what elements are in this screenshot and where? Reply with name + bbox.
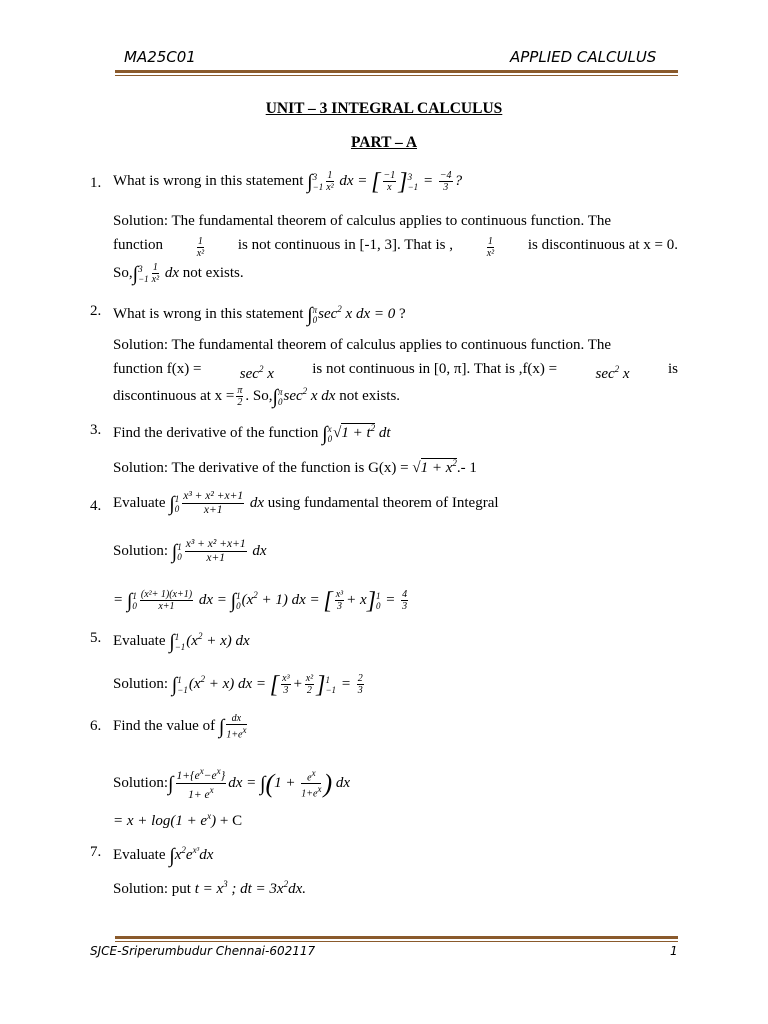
q6-number: 6. (90, 718, 102, 734)
q4-question: Evaluate ∫1 0 $\frac{\text{x³ + x² +x+1}}{x+1}$ dx using fundamental theorem of Integral (113, 490, 499, 516)
q2-question: What is wrong in this statement ∫π $0\sec^2$ x dx = 0 ? (113, 304, 406, 326)
q2-number: 2. (90, 303, 102, 319)
header-rule (115, 70, 678, 73)
q5-number: 5. (90, 630, 102, 646)
q5-question: Evaluate ∫1 $-1(x^2 + x)$ dx (113, 631, 250, 653)
footer-rule (115, 936, 678, 939)
q3-question: Find the derivative of the function ∫x $0√1 + t^2$ dt (113, 423, 391, 445)
q6-solution-line1: Solution:∫ $\frac{1+\{e^x-e^x\}}{1+ e^x}$ dx = ∫(1 + $\frac{e^x}{1+e^x}$ ) dx (113, 766, 351, 801)
q1-number: 1. (90, 175, 102, 191)
q1-solution-line3: So,∫3 −1 $\frac{1}{\text{x²}}$ dx not exists. (113, 262, 244, 285)
q2-solution-line1: Solution: The fundamental theorem of calculus applies to continuous function. The (113, 337, 612, 353)
header-course-code: MA25C01 (124, 48, 196, 66)
header-rule-thin (115, 75, 678, 76)
footer-institution: SJCE-Sriperumbudur Chennai-602117 (90, 944, 316, 958)
q6-solution-line2: = $x + \log(1 + e^x) + C$ (113, 811, 243, 829)
q4-solution-line1: Solution: ∫1 0 $\frac{\text{x³ + x² +x+1}}{x+1}$ dx (113, 538, 267, 564)
q1-question (113, 170, 462, 193)
q7-solution: Solution: put $t = x^3$ ; dt = $3x^2dx$. (113, 879, 307, 897)
q6-question: Find the value of ∫ $\frac{dx}{1+e^x}$ (113, 713, 247, 741)
q7-question: Evaluate $\int x^2e^{x^3}dx$ (113, 845, 214, 867)
unit-title: UNIT – 3 INTEGRAL CALCULUS (265, 100, 503, 117)
q3-solution: Solution: The derivative of the function is $G(x) = √1 + x^2.-$ 1 (113, 458, 477, 476)
q1-text: What is wrong in this statement (113, 172, 304, 189)
q1-solution-line1: Solution: The fundamental theorem of calculus applies to continuous function. The (113, 213, 612, 229)
q4-solution-line2: = ∫1 0 $\frac{\text{(x²+ 1)(x+1)}}{x+1}$ dx = ∫1 $0(x^2 + 1)$ dx = [ $\frac{\text{x³}}{3}$ + x]1 0 = $\frac{4}{3}$ (113, 588, 408, 614)
page-number: 1 (670, 944, 678, 958)
q3-number: 3. (90, 422, 102, 438)
part-title: PART – A (350, 134, 418, 151)
q1-solution-line2: function 1 x² is not continuous in [-1, 3]. That is , 1 x² is discontinuous at x = 0. (113, 236, 678, 259)
q4-number: 4. (90, 498, 102, 514)
q2-solution-line3: discontinuous at x = $\frac{\pi}{2}$ . So,∫π $0\sec^2$ x dx not exists. (113, 385, 401, 409)
q7-number: 7. (90, 844, 102, 860)
footer-rule-thin (115, 941, 678, 942)
q5-solution: Solution: ∫1 $-1(x^2 + x)$ dx = [ $\frac{\text{x³}}{3}$ + $\frac{\text{x²}}{2}$ ]1 −1 = $\frac{2}{3}$ (113, 672, 363, 698)
q2-solution-line2: function f(x) = $\sec^2 x$ is not continuous in [0, π]. That is ,f(x) = $\sec^2 x$ is (113, 361, 678, 382)
q1-formula: ∫3 −1 $\frac{1}{\text{x²}}$ dx = [ $\frac{-1}{x}$ ]3 −1 = $\frac{-4}{3}$ ? (307, 168, 463, 195)
header-course-title: APPLIED CALCULUS (510, 48, 657, 66)
